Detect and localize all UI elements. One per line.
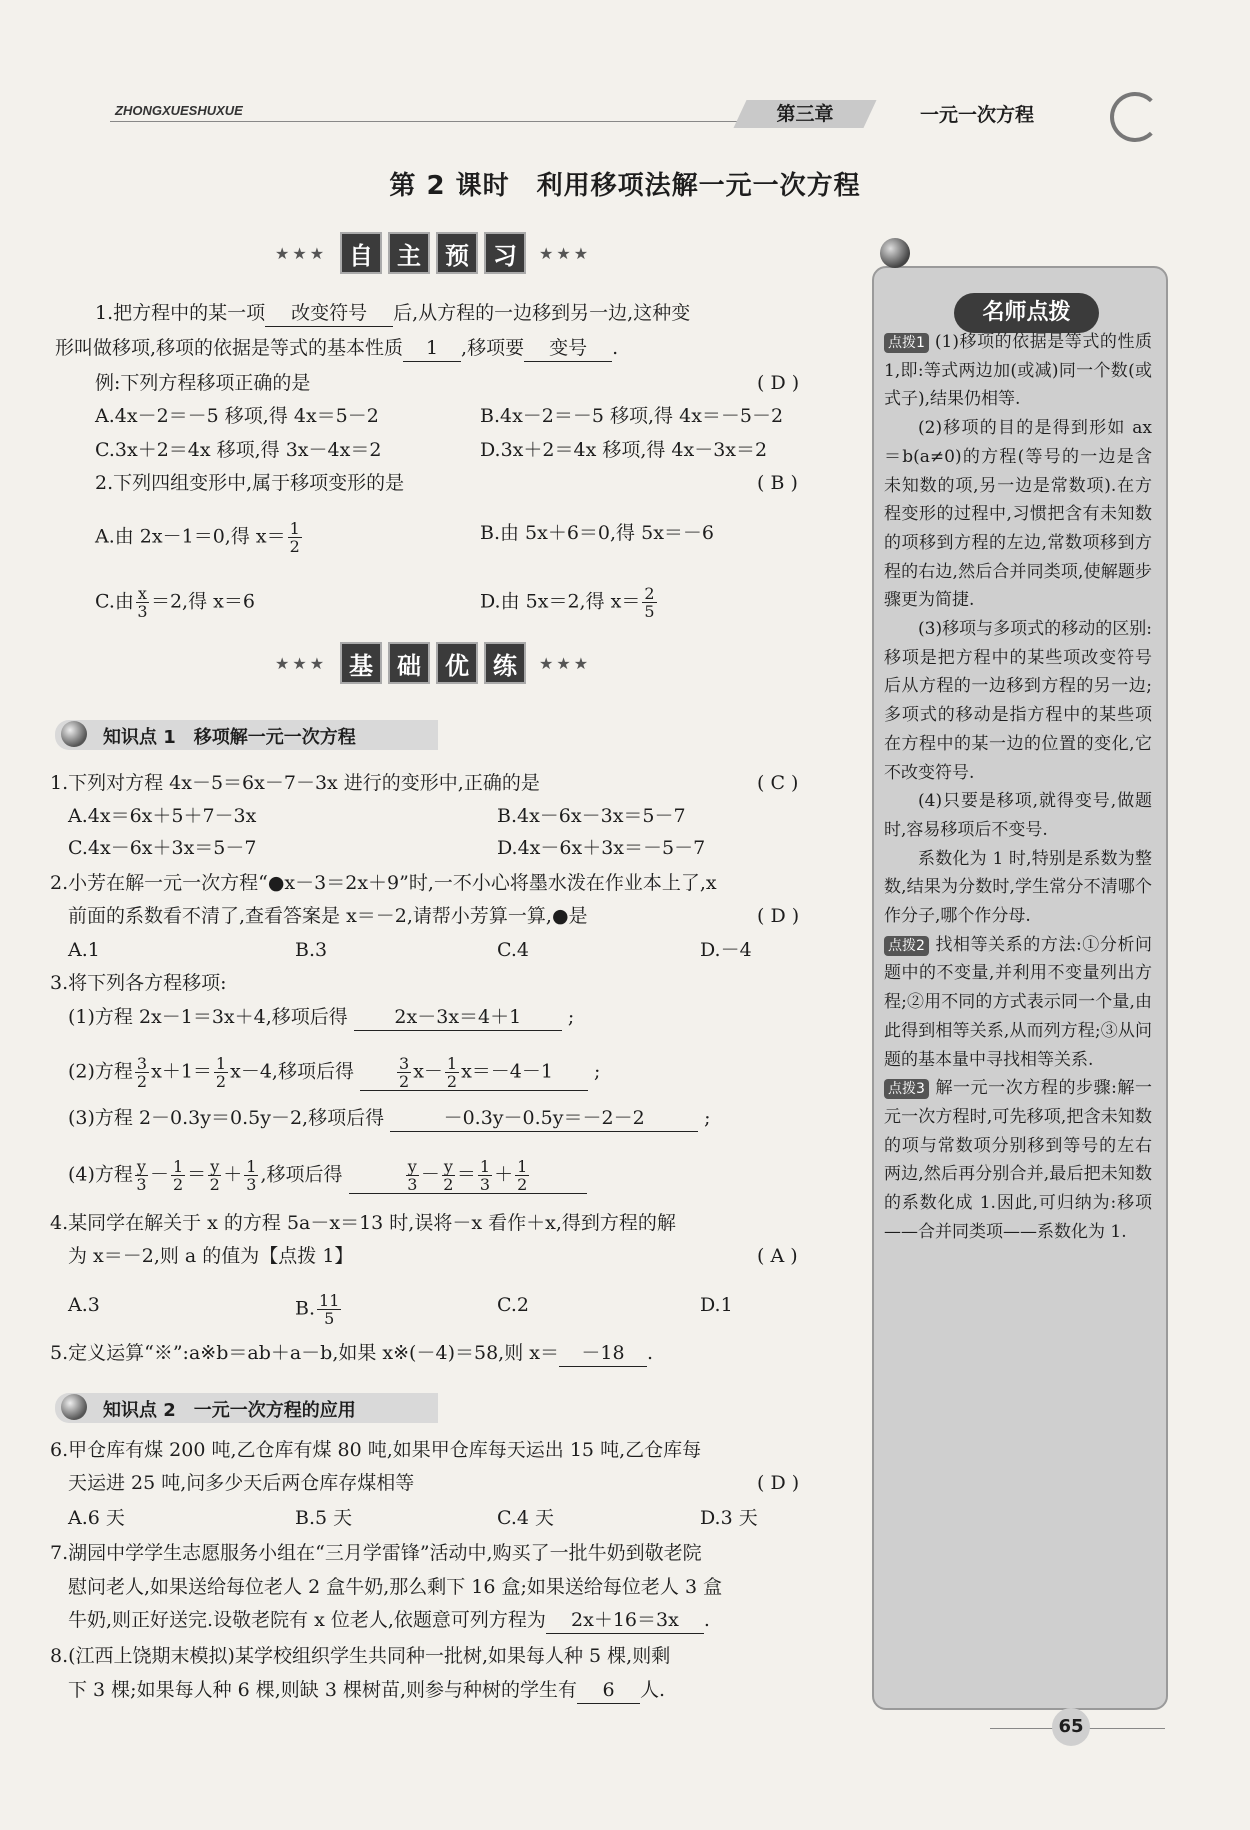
option: A.4x＝6x＋5＋7－3x <box>68 805 257 827</box>
text: 下 3 棵;如果每人种 6 棵,则缺 3 棵树苗,则参与种树的学生有 <box>68 1679 577 1701</box>
option: D.1 <box>700 1294 733 1316</box>
fraction: $\frac{3}{2}$ <box>136 1054 148 1091</box>
tip-tag: 点拨3 <box>884 1079 929 1099</box>
answer-blank: 改变符号 <box>265 300 393 327</box>
page-number: 65 <box>1052 1708 1090 1746</box>
sub-question: (1)方程 2x－1＝3x＋4,移项后得 2x－3x＝4＋1 ; <box>68 1004 574 1031</box>
tip-text: 解一元一次方程的步骤:解一元一次方程时,可先移项,把含未知数的项与常数项分别移到等号的左右两边,然后再分别合并,最后把未知数的系数化成 1.因此,可归纳为:移项——合并同类项——系数化为 1. <box>884 1078 1152 1242</box>
chapter-label: 第三章 <box>776 103 834 125</box>
text: 5.定义运算“※”:a※b＝ab＋a－b,如果 x※(－4)＝58,则 x＝ <box>50 1342 559 1364</box>
option: A.6 天 <box>68 1507 125 1529</box>
tip-text: 找相等关系的方法:①分析问题中的不变量,并利用不变量列出方程;②用不同的方式表示同一个量,由此得到相等关系,从而列方程;③从问题的基本量中寻找相等关系. <box>884 934 1152 1070</box>
text: x－4,移项后得 <box>230 1060 354 1083</box>
option: B.由 5x＋6＝0,得 5x＝－6 <box>480 522 714 544</box>
tip-text: (4)只要是移项,就得变号,做题时,容易移项后不变号. <box>884 791 1152 840</box>
question: 7.湖园中学学生志愿服务小组在“三月学雷锋”活动中,购买了一批牛奶到敬老院 <box>50 1542 702 1564</box>
banner-char: 优 <box>436 642 478 684</box>
option: D.4x－6x＋3x＝－5－7 <box>497 837 706 859</box>
banner-char: 练 <box>484 642 526 684</box>
question-cont: 为 x＝－2,则 a 的值为【点拨 1】 <box>68 1245 354 1267</box>
option: A.4x－2＝－5 移项,得 4x＝5－2 <box>95 405 379 427</box>
tip-tag: 点拨2 <box>884 936 929 956</box>
option: D.3x＋2＝4x 移项,得 4x－3x＝2 <box>480 439 768 461</box>
question-cont: 前面的系数看不清了,查看答案是 x＝－2,请帮小芳算一算,●是 <box>68 905 588 927</box>
question: 3.将下列各方程移项: <box>50 972 227 994</box>
tip-tag: 点拨1 <box>884 333 929 353</box>
fraction: $\frac{1}{2}$ <box>215 1054 227 1091</box>
banner-char: 自 <box>340 232 382 274</box>
answer-choice: ( D ) <box>757 905 800 927</box>
answer-choice: ( D ) <box>757 372 800 394</box>
option: A.1 <box>68 939 100 961</box>
option: B.5 天 <box>295 1507 353 1529</box>
text: (3)方程 2－0.3y＝0.5y－2,移项后得 <box>68 1107 385 1129</box>
text: ,移项后得 <box>260 1163 343 1186</box>
sub-question: (4)方程 $\frac{y}{3}$ － $\frac{1}{2}$ ＝ $\frac{y}{2}$ ＋ $\frac{1}{3}$ ,移项后得 $\frac{y}{3}$ － $\frac{y}{2}$ ＝ $\frac{1}{3}$ ＋ $\frac{1}{2}$ <box>68 1158 587 1194</box>
banner-char: 主 <box>388 232 430 274</box>
kp-label: 知识点 2 一元一次方程的应用 <box>103 1400 356 1421</box>
tip-text: 系数化为 1 时,特别是系数为整数,结果为分数时,学生常分不清哪个作分子,哪个作分母. <box>884 848 1152 927</box>
text: (2)方程 <box>68 1060 133 1083</box>
tip-text: (1)移项的依据是等式的性质 1,即:等式两边加(或减)同一个数(或式子),结果仍相等. <box>884 332 1152 410</box>
text: C.由 <box>95 590 134 613</box>
option <box>480 585 659 620</box>
fraction: $\frac{1}{2}$ <box>289 519 300 556</box>
tip-text: (3)移项与多项式的移动的区别:移项是把方程中的某些项改变符号后从方程的一边移到方程的另一边;多项式的移动是指方程中的某些项在方程中的某一边的位置的变化,它不改变符号. <box>884 619 1152 783</box>
option: C.2 <box>497 1294 529 1316</box>
answer-blank: 变号 <box>524 335 612 362</box>
option: B.4x－2＝－5 移项,得 4x＝－5－2 <box>480 405 784 427</box>
fraction: $\frac{x}{3}$ <box>137 584 148 621</box>
text: 牛奶,则正好送完.设敬老院有 x 位老人,依题意可列方程为 <box>68 1609 546 1631</box>
header-series-label: ZHONGXUESHUXUE <box>115 103 243 118</box>
example-question: 例:下列方程移项正确的是 <box>95 372 311 394</box>
banner-char: 习 <box>484 232 526 274</box>
option: C.4x－6x＋3x＝5－7 <box>68 837 257 859</box>
section-preview-banner <box>265 228 601 278</box>
answer-choice: ( C ) <box>757 772 799 794</box>
banner-char: 基 <box>340 642 382 684</box>
star-icons: ★★★ <box>275 653 328 673</box>
answer-blank: $\frac{3}{2}$ x－ $\frac{1}{2}$ x＝－4－1 <box>360 1055 588 1091</box>
question: 5.定义运算“※”:a※b＝ab＋a－b,如果 x※(－4)＝58,则 x＝ －18 . <box>50 1340 653 1367</box>
text: x＋1＝ <box>151 1060 212 1083</box>
star-icons: ★★★ <box>539 243 592 263</box>
preview-line <box>95 300 690 327</box>
question: 1.下列对方程 4x－5＝6x－7－3x 进行的变形中,正确的是 <box>50 772 540 794</box>
kp-label: 知识点 1 移项解一元一次方程 <box>103 727 356 748</box>
text: 1.把方程中的某一项 <box>95 302 266 324</box>
header-rule <box>110 121 750 122</box>
option: C.4 天 <box>497 1507 555 1529</box>
text: (4)方程 <box>68 1163 133 1186</box>
question: 2.下列四组变形中,属于移项变形的是 <box>95 472 405 494</box>
question: 4.某同学在解关于 x 的方程 5a－x＝13 时,误将－x 看作＋x,得到方程的解 <box>50 1212 676 1234</box>
swirl-icon <box>1110 92 1160 142</box>
star-icons: ★★★ <box>275 243 328 263</box>
page-title: 第 2 课时 利用移项法解一元一次方程 <box>389 171 861 201</box>
text: 形叫做移项,移项的依据是等式的基本性质 <box>55 337 404 359</box>
answer-blank: －18 <box>559 1340 647 1367</box>
option: C.3x＋2＝4x 移项,得 3x－4x＝2 <box>95 439 382 461</box>
text: (1)方程 2x－1＝3x＋4,移项后得 <box>68 1006 348 1028</box>
sidebar-title: 名师点拨 <box>954 293 1099 333</box>
option: A.3 <box>68 1294 100 1316</box>
text: D.由 5x＝2,得 x＝ <box>480 590 641 613</box>
question: 6.甲仓库有煤 200 吨,乙仓库有煤 80 吨,如果甲仓库每天运出 15 吨,乙仓库每 <box>50 1439 702 1461</box>
text: ＝2,得 x＝6 <box>150 590 255 613</box>
question-cont: 牛奶,则正好送完.设敬老院有 x 位老人,依题意可列方程为 2x＋16＝3x . <box>68 1607 710 1634</box>
answer-blank: 6 <box>577 1677 640 1704</box>
banner-char: 预 <box>436 232 478 274</box>
option: D.－4 <box>700 939 752 961</box>
question-cont: 天运进 25 吨,问多少天后两仓库存煤相等 <box>68 1472 415 1494</box>
answer-choice: ( D ) <box>757 1472 800 1494</box>
chapter-topic: 一元一次方程 <box>920 104 1035 126</box>
ball-icon <box>61 721 87 747</box>
option: B.4x－6x－3x＝5－7 <box>497 805 686 827</box>
answer-blank: $\frac{y}{3}$ － $\frac{y}{2}$ ＝ $\frac{1}{3}$ ＋ $\frac{1}{2}$ <box>349 1158 587 1194</box>
star-icons: ★★★ <box>539 653 592 673</box>
option <box>95 585 255 620</box>
fraction: $\frac{11}{5}$ <box>319 1291 340 1328</box>
ball-icon <box>61 1394 87 1420</box>
sub-question: (3)方程 2－0.3y＝0.5y－2,移项后得 －0.3y－0.5y＝－2－2 ; <box>68 1105 711 1132</box>
answer-choice: ( B ) <box>757 472 798 494</box>
option: B. $\frac{11}{5}$ <box>295 1291 340 1328</box>
tip-text: (2)移项的目的是得到形如 ax＝b(a≠0)的方程(等号的一边是含未知数的项,另一边是常数项).在方程变形的过程中,习惯把含有未知数的项移到方程的左边,常数项移到方程的右边,然后合并同类项,使解题步骤更为简捷. <box>884 418 1152 611</box>
preview-line <box>55 335 618 362</box>
sub-question: (2)方程 $\frac{3}{2}$ x＋1＝ $\frac{1}{2}$ x－4,移项后得 $\frac{3}{2}$ x－ $\frac{1}{2}$ x＝－4－1 ; <box>68 1054 601 1091</box>
text: . <box>612 337 619 359</box>
text: 后,从方程的一边移到另一边,这种变 <box>393 302 691 324</box>
answer-blank: 2x－3x＝4＋1 <box>354 1004 562 1031</box>
question-cont: 慰问老人,如果送给每位老人 2 盒牛奶,那么剩下 16 盒;如果送给每位老人 3 盒 <box>68 1576 723 1598</box>
answer-blank: 2x＋16＝3x <box>546 1607 704 1634</box>
answer-choice: ( A ) <box>757 1245 798 1267</box>
option: B.3 <box>295 939 328 961</box>
fraction: $\frac{2}{5}$ <box>644 584 655 621</box>
option: C.4 <box>497 939 529 961</box>
section-basic-banner <box>265 638 601 688</box>
tips-sidebar <box>872 266 1168 1710</box>
chapter-tab <box>733 100 876 128</box>
banner-char: 础 <box>388 642 430 684</box>
text: 人. <box>639 1679 666 1701</box>
knowledge-point-2 <box>55 1393 438 1423</box>
knowledge-point-1 <box>55 720 438 750</box>
question: 2.小芳在解一元一次方程“●x－3＝2x＋9”时,一不小心将墨水泼在作业本上了,x <box>50 872 717 894</box>
pushpin-icon <box>880 238 910 268</box>
option: D.3 天 <box>700 1507 758 1529</box>
option <box>95 520 304 555</box>
text: A.由 2x－1＝0,得 x＝ <box>95 525 286 548</box>
text: ,移项要 <box>461 337 525 359</box>
answer-blank: 1 <box>403 335 461 362</box>
question: 8.(江西上饶期末模拟)某学校组织学生共同种一批树,如果每人种 5 棵,则剩 <box>50 1645 671 1667</box>
sidebar-content <box>884 328 1152 1247</box>
answer-blank: －0.3y－0.5y＝－2－2 <box>390 1105 698 1132</box>
question-cont <box>68 1677 665 1704</box>
